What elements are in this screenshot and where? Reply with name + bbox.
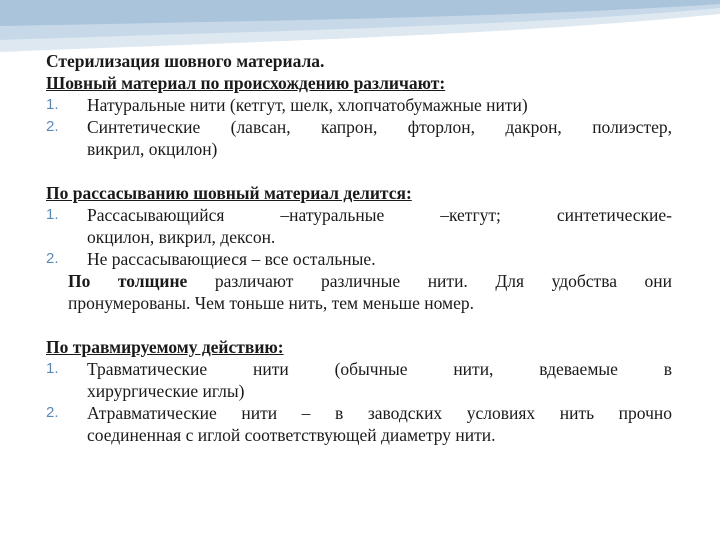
list-number: 1. [46, 96, 59, 113]
origin-title: Шовный материал по происхождению различают: [46, 73, 446, 93]
absorb-title: По рассасыванию шовный материал делится: [46, 183, 412, 203]
list-item-text: соединенная с иглой соответствующей диаметру нити. [87, 425, 496, 445]
list-number: 2. [46, 118, 59, 135]
list-item-text: Атравматические нити – в заводских условиях нить прочно [87, 403, 672, 423]
list-item-text: хирургические иглы) [87, 381, 245, 401]
list-item-text: Натуральные нити (кетгут, шелк, хлопчатобумажные нити) [87, 95, 528, 115]
list-item [46, 358, 672, 402]
list-item-text: окцилон, викрил, дексон. [87, 227, 276, 247]
trauma-title: По травмируемому действию: [46, 337, 284, 357]
list-item-text: Не рассасывающиеся – все остальные. [87, 249, 376, 269]
list-item [46, 116, 672, 160]
list-number: 1. [46, 360, 59, 377]
list-item-text: Синтетические (лавсан, капрон, фторлон, дакрон, полиэстер, [87, 117, 672, 137]
list-item-text: Травматические нити (обычные нити, вдеваемые в [87, 359, 672, 379]
thickness-line: пронумерованы. Чем тоньше нить, тем меньше номер. [68, 293, 475, 313]
thickness-paragraph [46, 270, 672, 314]
list-item-text: Рассасывающийся –натуральные –кетгут; синтетические- [87, 205, 672, 225]
list-item [46, 204, 672, 248]
thickness-line: По толщине различают различные нити. Для удобства они [68, 271, 673, 291]
slide-content [46, 50, 672, 446]
main-heading: Стерилизация шовного материала. [46, 51, 325, 71]
list-item-text: викрил, окцилон) [87, 139, 218, 159]
list-item [46, 402, 672, 446]
list-item [46, 94, 672, 116]
list-number: 2. [46, 404, 59, 421]
list-number: 1. [46, 206, 59, 223]
list-item [46, 248, 672, 270]
list-number: 2. [46, 250, 59, 267]
